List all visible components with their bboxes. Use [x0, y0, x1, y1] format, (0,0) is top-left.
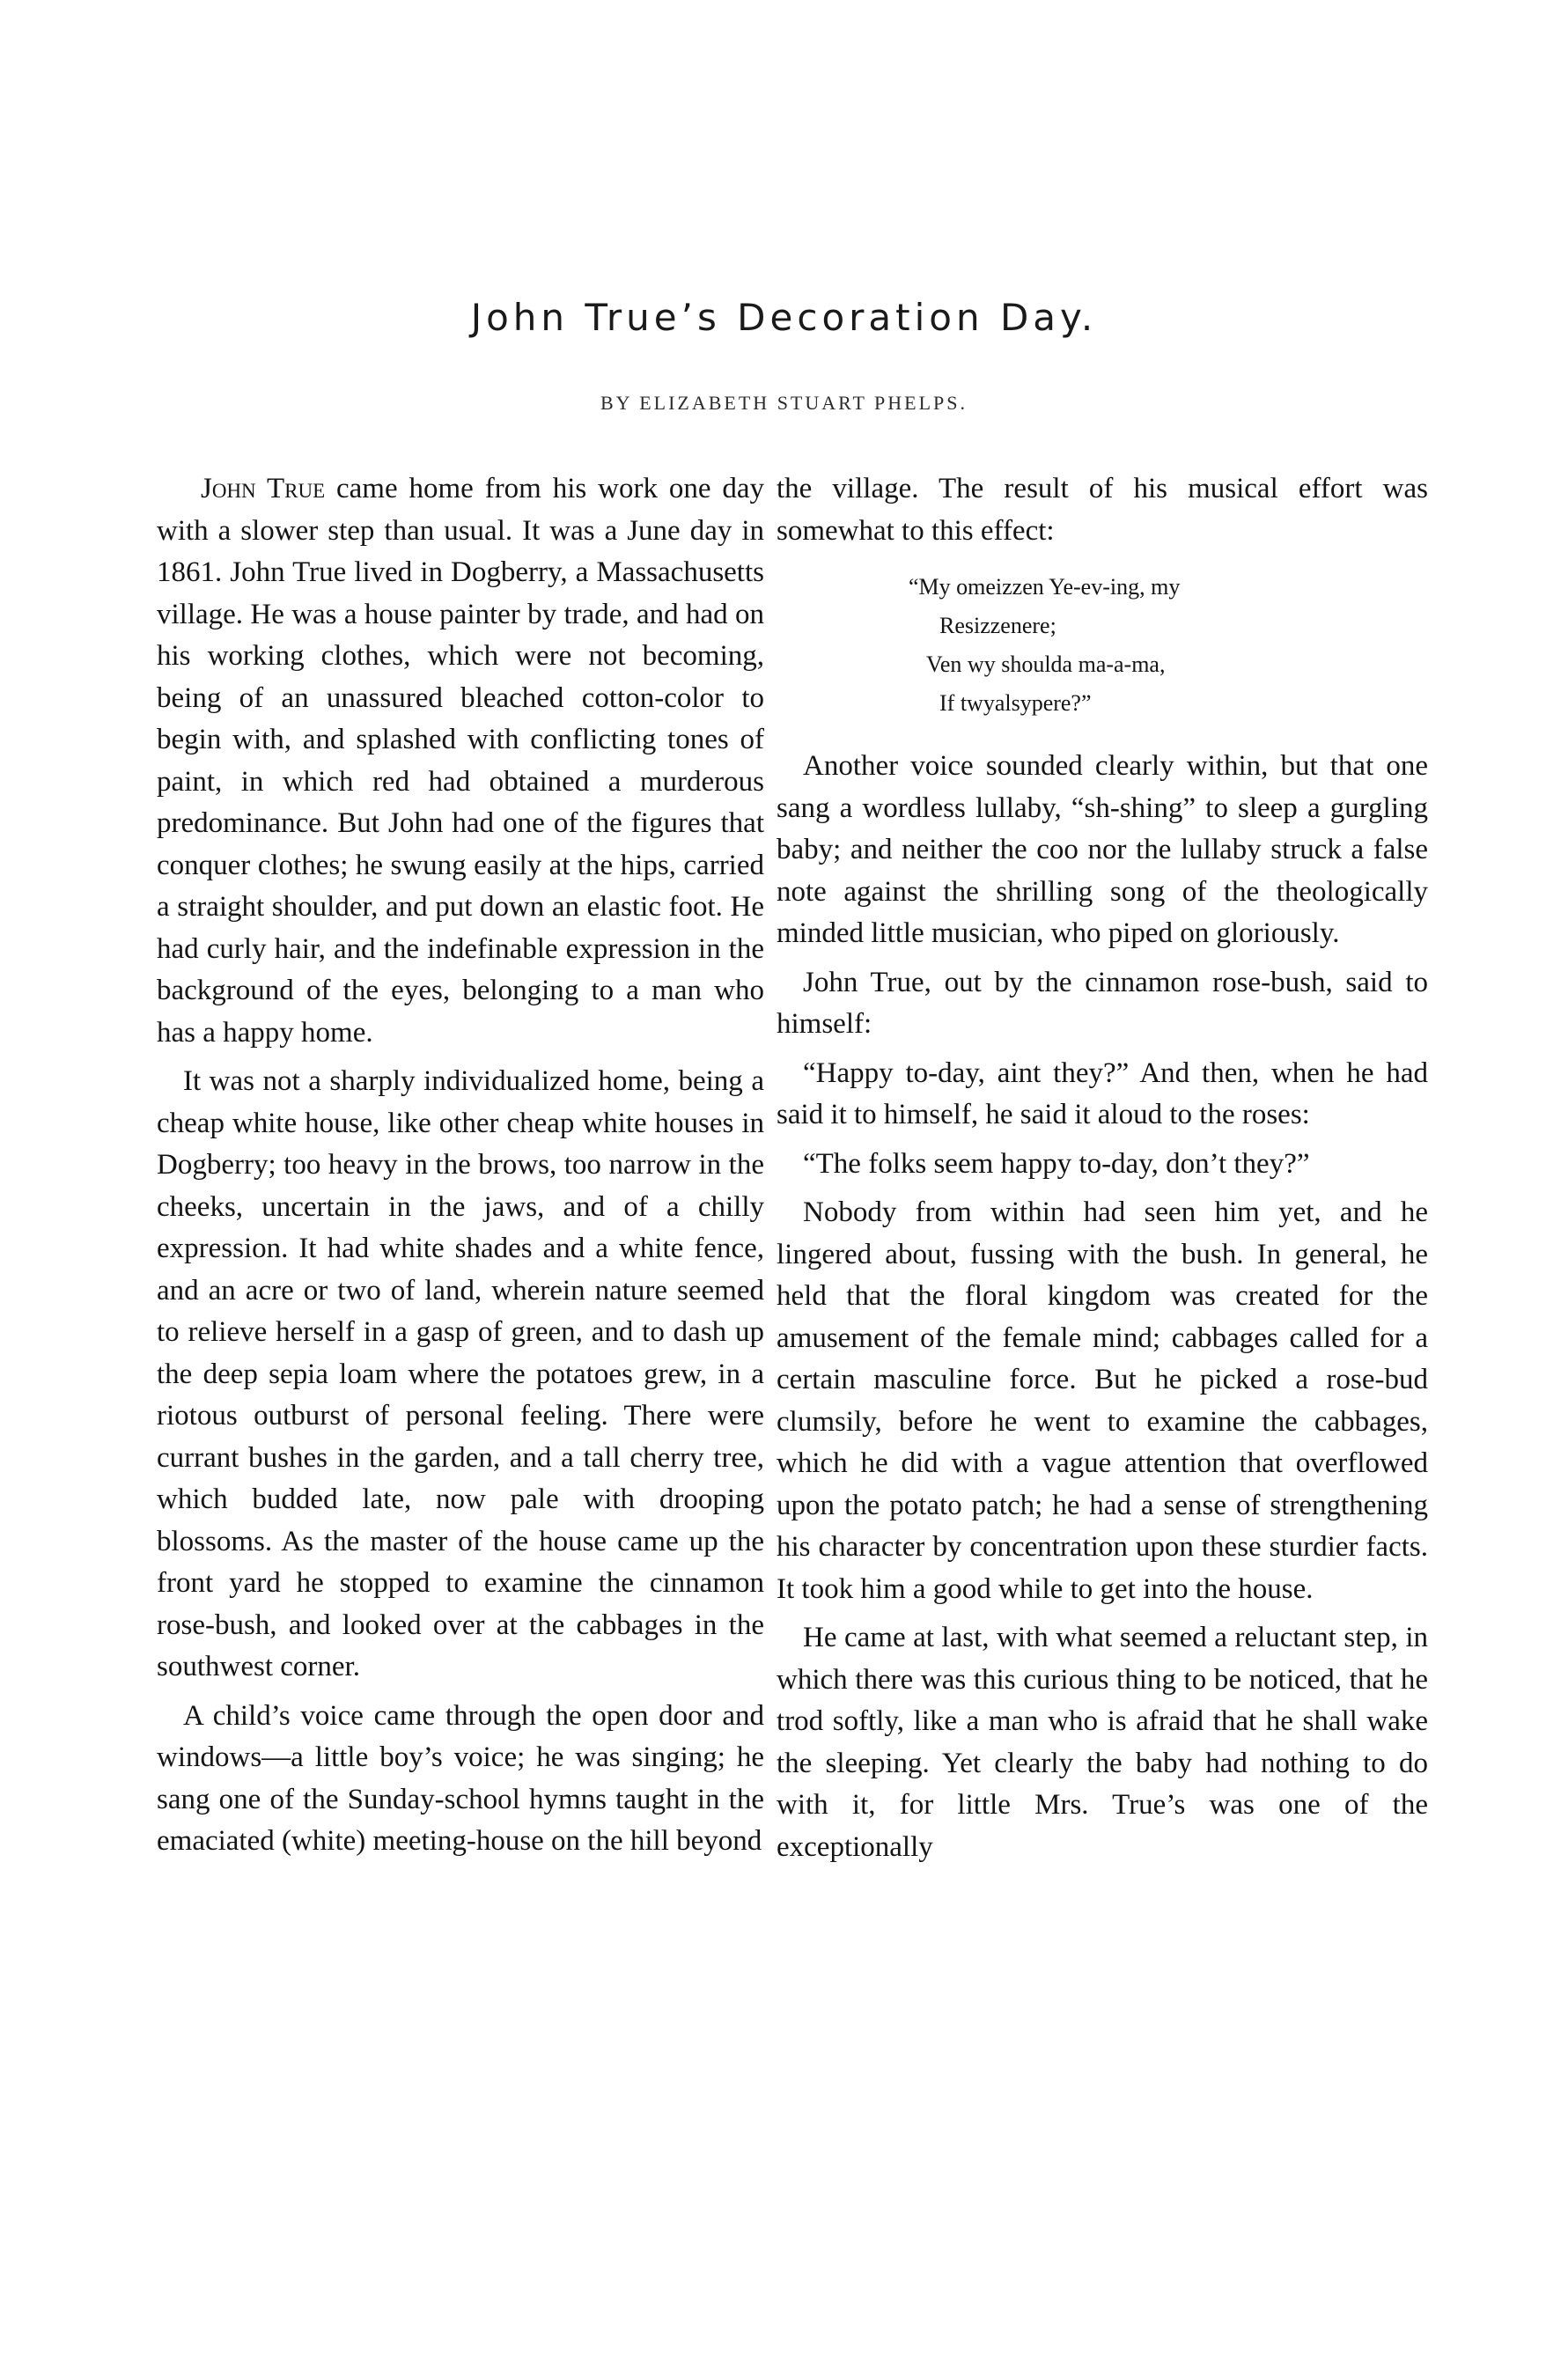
paragraph-home: It was not a sharply individualized home, being a cheap white house, like other cheap white houses in Dogberry; too heavy in the brows, too narrow in the cheeks, uncertain in the jaws, and of a chilly expression. It had white shades and a white fence, and an acre or two of land, wherein nature seemed to relieve herself in a gasp of green, and to dash up the deep sepia loam where the potatoes grew, in a riotous outburst of personal feeling. There were currant bushes in the garden, and a tall cherry tree, which budded late, now pale with drooping blossoms. As the master of the house came up the front yard he stopped to examine the cinnamon rose-bush, and looked over at the cabbages in the southwest corner.: [157, 1065, 764, 1682]
verse-line: “My omeizzen Ye-ev-ing, my: [909, 574, 1181, 600]
paragraph-lullaby: Another voice sounded clearly within, but that one sang a wordless lullaby, “sh-shing” to sleep a gurgling baby; and neither the coo nor the lullaby struck a false note against the shrilling song of the theologically minded little musician, who piped on gloriously.: [777, 750, 1428, 949]
paragraph-folks-happy: “The folks seem happy to-day, don’t they?”: [803, 1147, 1310, 1180]
paragraph-happy-today: “Happy to-day, aint they?” And then, when he had said it to himself, he said it aloud to the roses:: [777, 1056, 1428, 1130]
article-title: John True’s Decoration Day.: [470, 296, 1098, 339]
paragraph-lingered: Nobody from within had seen him yet, and he lingered about, fussing with the bush. In general, he held that the floral kingdom was created for the amusement of the female mind; cabbages called for a certain masculine force. But he picked a rose-bud clumsily, before he went to examine the cabbages, which he did with a vague attention that overflowed upon the potato patch; he had a sense of strengthening his character by concentration upon these sturdier facts. It took him a good while to get into the house.: [777, 1196, 1428, 1605]
verse-line: Resizzenere;: [939, 613, 1056, 638]
paragraph-rose-bush: John True, out by the cinnamon rose-bush, said to himself:: [777, 966, 1428, 1040]
verse-line: Ven wy shoulda ma-a-ma,: [926, 651, 1166, 677]
paragraph-opening: [157, 468, 764, 1054]
article-byline: BY ELIZABETH STUART PHELPS.: [600, 392, 968, 414]
right-column: [777, 468, 1428, 1875]
left-column: [157, 468, 764, 1870]
paragraph-childs-voice: A child’s voice came through the open door and windows—a little boy’s voice; he was singing; he sang one of the Sunday-school hymns taught in the emaciated (white) meeting-house on the hill beyond: [157, 1699, 764, 1857]
paragraph-came-at-last: He came at last, with what seemed a reluctant step, in which there was this curious thing to be noticed, that he trod softly, like a man who is afraid that he shall wake the sleeping. Yet clearly the baby had nothing to do with it, for little Mrs. True’s was one of the exceptionally: [777, 1622, 1428, 1863]
verse-line: If twyalsypere?”: [939, 690, 1092, 716]
opening-text: came home from his work one day with a slower step than usual. It was a June day in 1861. John True lived in Dogberry, a Massachusetts village. He was a house painter by trade, and had on his working clothes, which were not becoming, being of an unassured bleached cotton-color to begin with, and splashed with conflicting tones of paint, in which red had obtained a murderous predominance. But John had one of the figures that conquer clothes; he swung easily at the hips, carried a straight shoulder, and put down an elastic foot. He had curly hair, and the indefinable expression in the background of the eyes, belonging to a man who has a happy home.: [157, 473, 765, 1049]
paragraph-continuation: the village. The result of his musical effort was somewhat to this effect:: [777, 473, 1428, 547]
opening-name-smallcaps: John True: [201, 473, 326, 504]
song-verse: [777, 568, 1428, 723]
